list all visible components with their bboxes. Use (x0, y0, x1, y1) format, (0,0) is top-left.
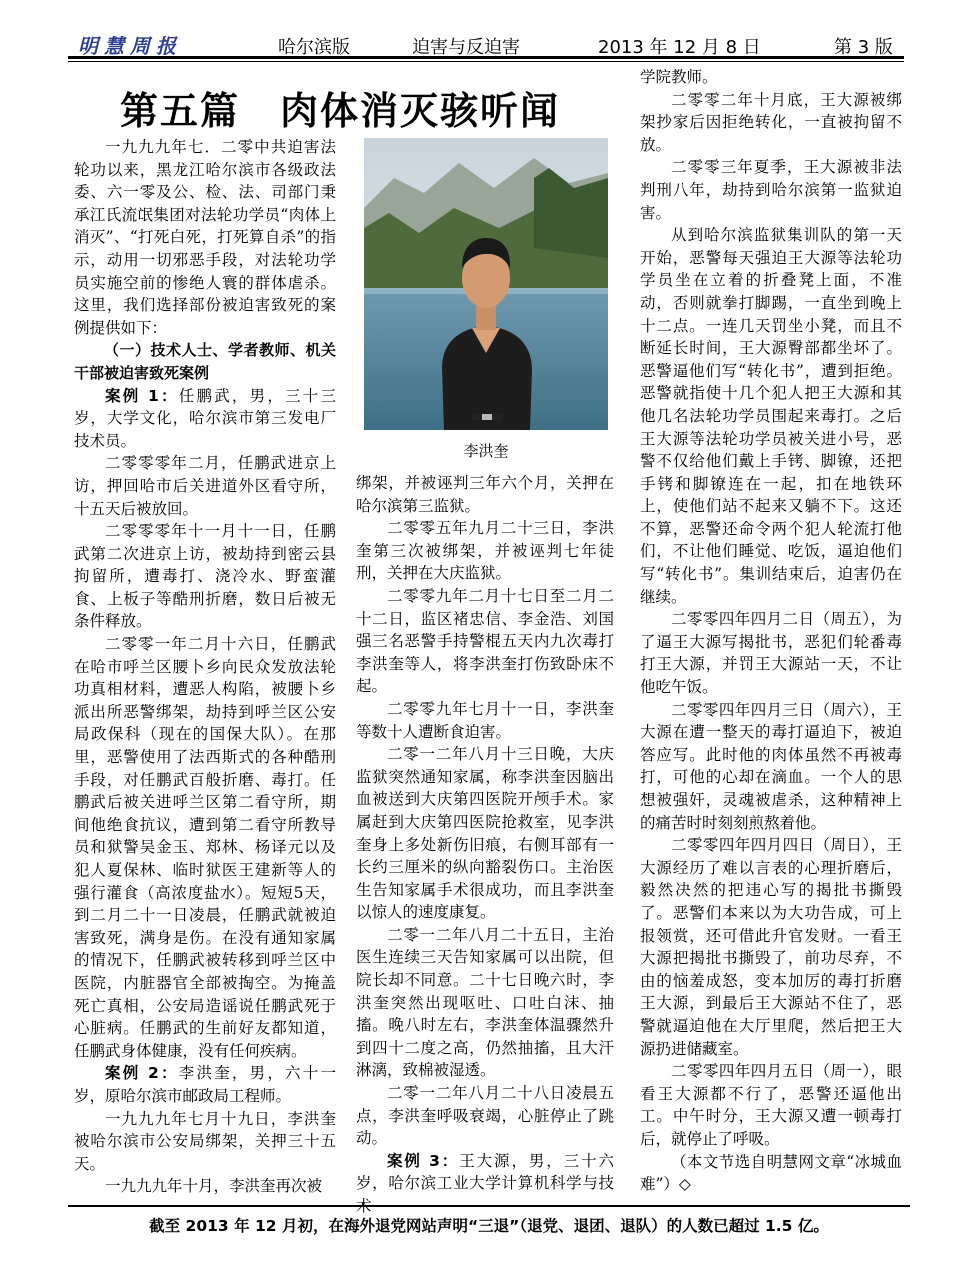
case-2-intro (74, 1062, 336, 1107)
case-2-paragraph: 二零零九年七月十一日，李洪奎等数十人遭断食迫害。 (356, 699, 614, 741)
header-rule-thin (68, 61, 904, 62)
case-1-intro (74, 385, 336, 453)
masthead-brand: 明慧周报 (78, 34, 182, 58)
article-column-3 (640, 66, 902, 1196)
case-1-paragraph: 二零零一年二月十六日，任鹏武在哈市呼兰区腰卜乡向民众发放法轮功真相材料，遭恶人构陷，被腰卜乡派出所恶警绑架，劫持到呼兰区公安局政保科（现在的国保大队）。在那里，恶警使用了法西斯式的各种酷刑手段，对任鹏武百般折磨、毒打。任鹏武后被关进呼兰区第二看守所，期间他绝食抗议，遭到第二看守所教导员和狱警吴金玉、郑林、杨译元以及犯人夏保林、临时狱医王建新等人的强行灌食（高浓度盐水）。短短5天，到二月二十一日凌晨，任鹏武就被迫害致死，满身是伤。在没有通知家属的情况下，任鹏武被转移到呼兰区中医院，内脏器官全部被掏空。为掩盖死亡真相，公安局造谣说任鹏武死于心脏病。任鹏武的生前好友都知道，任鹏武身体健康，没有任何疾病。 (74, 635, 336, 1060)
case-2-paragraph: 二零零九年二月十七日至二月二十二日，监区褚忠信、李金浩、刘国强三名恶警手持警棍五天内九次毒打李洪奎等人，将李洪奎打伤致卧床不起。 (356, 586, 614, 696)
portrait-photo (364, 138, 608, 430)
case-3-label: 案例 3： (387, 1151, 460, 1170)
photo-caption: 李洪奎 (463, 442, 509, 460)
case-3-paragraph: 二零零四年四月四日（周日），王大源经历了难以言表的心理折磨后，毅然决然的把违心写的揭批书撕毁了。恶警们本来以为大功告成，可上报领赏，还可借此升官发财。一看王大源把揭批书撕毁了，前功尽弃，不由的恼羞成怒，变本加厉的毒打折磨王大源，到最后王大源站不住了，恶警就逼迫他在大厅里爬，然后把王大源扔进储藏室。 (640, 836, 902, 1058)
edition-label: 哈尔滨版 (278, 37, 350, 58)
case-3-intro-cont: 学院教师。 (640, 68, 718, 86)
case-2-paragraph-lead: 一九九九年十月，李洪奎再次被 (105, 1177, 323, 1196)
case-1-label: 案例 1： (105, 386, 179, 405)
article-source: （本文节选自明慧网文章“冰城血难”）◇ (640, 1152, 902, 1194)
footer-banner: 截至 2013 年 12 月初，在海外退党网站声明“三退”（退党、退团、退队）的人数已超过 1.5 亿。 (149, 1217, 829, 1235)
case-3-intro-lead: 王大源，男，三十六岁，哈尔滨工业大学计算机科学与技术 (356, 1151, 614, 1215)
case-3-paragraph: 二零零三年夏季，王大源被非法判刑八年，劫持到哈尔滨第一监狱迫害。 (640, 158, 902, 222)
case-3-paragraph: 二零零四年四月二日（周五），为了逼王大源写揭批书，恶犯们轮番毒打王大源，并罚王大源站一天，不让他吃午饭。 (640, 610, 902, 697)
case-2-paragraph: 二零一二年八月十三日晚，大庆监狱突然通知家属，称李洪奎因脑出血被送到大庆第四医院开颅手术。家属赶到大庆第四医院抢救室，见李洪奎身上多处新伤旧痕，右侧耳部有一长约三厘米的纵向豁裂伤口。主治医生告知家属手术很成功，而且李洪奎以惊人的速度康复。 (356, 745, 614, 922)
case-1-intro-text: 任鹏武，男，三十三岁，大学文化，哈尔滨市第三发电厂技术员。 (74, 386, 336, 450)
portrait-photo-image (364, 138, 608, 430)
case-3-intro (356, 1150, 614, 1218)
case-3-paragraph: 二零零四年四月三日（周六），王大源在遭一整天的毒打逼迫下，被迫答应写。此时他的肉体虽然不再被毒打，可他的心却在滴血。一个人的思想被强奸，灵魂被虐杀，这种精神上的痛苦时时刻刻煎熬着他。 (640, 700, 902, 832)
page-number: 第 3 版 (834, 37, 893, 58)
article-column-2 (356, 472, 614, 1218)
case-2-paragraph: 二零零五年九月二十三日，李洪奎第三次被绑架，并被诬判七年徒刑，关押在大庆监狱。 (356, 519, 614, 583)
article-column-1 (74, 136, 336, 1198)
case-2-paragraph: 二零一二年八月二十五日，主治医生连续三天告知家属可以出院，但院长却不同意。二十七日晚六时，李洪奎突然出现呕吐、口吐白沫、抽搐。晚八时左右，李洪奎体温骤然升到四十二度之高，仍然抽搐，且大汗淋漓，致棉被湿透。 (356, 925, 614, 1080)
section-subheading: （一）技术人士、学者教师、机关干部被迫害致死案例 (74, 341, 336, 382)
case-2-paragraph-cont: 绑架，并被诬判三年六个月，关押在哈尔滨第三监狱。 (356, 474, 614, 515)
article-title: 第五篇 肉体消灭骇听闻 (120, 88, 561, 133)
issue-date: 2013 年 12 月 8 日 (598, 37, 761, 58)
section-label: 迫害与反迫害 (412, 37, 520, 58)
case-2-paragraph: 二零一二年八月二十八日凌晨五点，李洪奎呼吸衰竭，心脏停止了跳动。 (356, 1084, 614, 1148)
page-header (68, 30, 904, 56)
case-1-paragraph: 二零零零年十一月十一日，任鹏武第二次进京上访，被劫持到密云县拘留所，遭毒打、浇冷水、野蛮灌食、上板子等酷刑折磨，数日后被无条件释放。 (74, 522, 336, 631)
footer-rule (68, 1205, 910, 1207)
article-intro: 一九九九年七．二零中共迫害法轮功以来，黑龙江哈尔滨市各级政法委、六一零及公、检、法、司部门秉承江氏流氓集团对法轮功学员“肉体上消灭”、“打死白死，打死算自杀”的指示，动用一切邪恶手段，对法轮功学员实施空前的惨绝人寰的群体虐杀。这里，我们选择部份被迫害致死的案例提供如下： (74, 138, 336, 337)
case-2-paragraph: 一九九九年七月十九日，李洪奎被哈尔滨市公安局绑架，关押三十五天。 (74, 1109, 336, 1173)
case-2-label: 案例 2： (105, 1064, 179, 1083)
case-3-paragraph: 二零零二年十月底，王大源被绑架抄家后因拒绝转化，一直被拘留不放。 (640, 90, 902, 154)
case-2-intro-text: 李洪奎，男，六十一岁，原哈尔滨市邮政局工程师。 (74, 1064, 336, 1105)
header-rule (68, 56, 904, 59)
case-1-paragraph: 二零零零年二月，任鹏武进京上访，押回哈市后关进道外区看守所，十五天后被放回。 (74, 454, 336, 518)
case-3-paragraph: 二零零四年四月五日（周一），眼看王大源都不行了，恶警还逼他出工。中午时分，王大源又遭一顿毒打后，就停止了呼吸。 (640, 1062, 902, 1148)
case-3-paragraph: 从到哈尔滨监狱集训队的第一天开始，恶警每天强迫王大源等法轮功学员坐在立着的折叠凳上面，不准动，否则就拳打脚踢，一直坐到晚上十二点。一连几天罚坐小凳，而且不断延长时间，王大源臀部都坐坏了。恶警逼他们写“转化书”，遭到拒绝。恶警就指使十几个犯人把王大源和其他几名法轮功学员围起来毒打。之后王大源等法轮功学员被关进小号，恶警不仅给他们戴上手铐、脚镣，还把手铐和脚镣连在一起，扣在地铁环上，使他们站不起来又躺不下。这还不算，恶警还命令两个犯人轮流打他们，不让他们睡觉、吃饭，逼迫他们写“转化书”。集训结束后，迫害仍在继续。 (640, 226, 902, 606)
